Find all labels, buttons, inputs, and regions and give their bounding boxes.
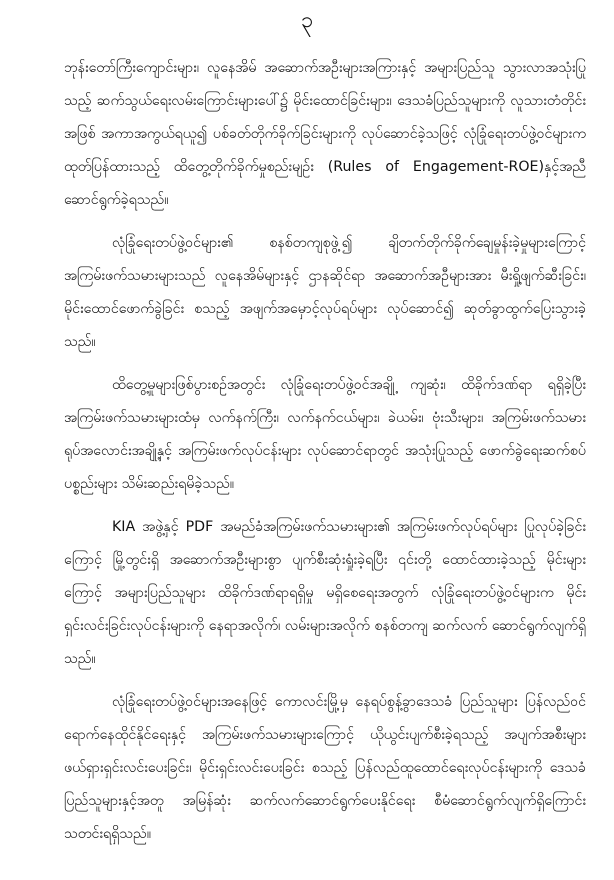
paragraph-5: လုံခြုံရေးတပ်ဖွဲ့ဝင်များအနေဖြင့် ကောလင်းမြို့မှ နေရပ်စွန့်ခွာဒေသခံ ပြည်သူများ ပြန်လည်ဝင်ရောက်နေထိုင်နိုင်ရေးနှင့် အကြမ်းဖက်သမားများကြောင့် ယိုယွင်းပျက်စီးခဲ့ရသည့် အပျက်အစီးများ ဖယ်ရှားရှင်းလင်းပေးခြင်း၊ မိုင်းရှင်းလင်းပေးခြင်း စသည့် ပြန်လည်ထူထောင်ရေးလုပ်ငန်းများကို ဒေသခံပြည်သူများနှင့်အတူ အမြန်ဆုံး ဆက်လက်ဆောင်ရွက်ပေးနိုင်ရေး စီမံဆောင်ရွက်လျက်ရှိကြောင်း သတင်းရရှိသည်။ — [64, 694, 586, 842]
paragraph-4: KIA အဖွဲ့နှင့် PDF အမည်ခံအကြမ်းဖက်သမားများ၏ အကြမ်းဖက်လုပ်ရပ်များ ပြုလုပ်ခဲ့ခြင်းကြောင့် မြို့တွင်းရှိ အဆောက်အဦးများစွာ ပျက်စီးဆုံးရှုံးခဲ့ရပြီး ၎င်းတို့ ထောင်ထားခဲ့သည့် မိုင်းများကြောင့် အများပြည်သူများ ထိခိုက်ဒဏ်ရာရရှိမှု မရှိစေရေးအတွက် လုံခြုံရေးတပ်ဖွဲ့ဝင်များက မိုင်းရှင်းလင်းခြင်းလုပ်ငန်းများကို နေရာအလိုက်၊ လမ်းများအလိုက် စနစ်တကျ ဆက်လက် ဆောင်ရွက်လျက်ရှိသည်။ — [64, 519, 586, 667]
paragraph-3: ထိတွေ့မှုများဖြစ်ပွားစဉ်အတွင်း လုံခြုံရေးတပ်ဖွဲ့ဝင်အချို့ ကျဆုံး၊ ထိခိုက်ဒဏ်ရာ ရရှိခဲ့ပြီး အကြမ်းဖက်သမားများထံမှ လက်နက်ကြီး၊ လက်နက်ငယ်များ၊ ခဲယမ်း၊ ဗုံးသီးများ၊ အကြမ်းဖက်သမား ရုပ်အလောင်းအချို့နှင့် အကြမ်းဖက်လုပ်ငန်းများ လုပ်ဆောင်ရာတွင် အသုံးပြုသည့် ဖောက်ခွဲရေးဆက်စပ်ပစ္စည်းများ သိမ်းဆည်းရမိခဲ့သည်။ — [64, 377, 586, 492]
paragraph-1: ဘုန်းတော်ကြီးကျောင်းများ၊ လူနေအိမ် အဆောက်အဦးများအကြားနှင့် အများပြည်သူ သွားလာအသုံးပြုသည့် ဆက်သွယ်ရေးလမ်းကြောင်းများပေါ်၌ မိုင်းထောင်ခြင်းများ၊ ဒေသခံပြည်သူများကို လူသားတံတိုင်းအဖြစ် အကာအကွယ်ရယူ၍ ပစ်ခတ်တိုက်ခိုက်ခြင်းများကို လုပ်ဆောင်ခဲ့သဖြင့် လုံခြုံရေးတပ်ဖွဲ့ဝင်များက ထုတ်ပြန်ထားသည့် ထိတွေ့တိုက်ခိုက်မှုစည်းမျဉ်း (Rules of Engagement-ROE)နှင့်အညီ ဆောင်ရွက်ခဲ့ရသည်။ — [64, 60, 586, 208]
page-number: ၃ — [300, 8, 314, 33]
paragraph-2: လုံခြုံရေးတပ်ဖွဲ့ဝင်များ၏ စနစ်တကျစုဖွဲ့၍ ချိတက်တိုက်ခိုက်ချေမှုန်းခဲ့မှုများကြောင့် အကြမ်းဖက်သမားများသည် လူနေအိမ်များနှင့် ဌာနဆိုင်ရာ အဆောက်အဦများအား မီးရှို့ဖျက်ဆီးခြင်း၊ မိုင်းထောင်ဖောက်ခွဲခြင်း စသည့် အဖျက်အမှောင့်လုပ်ရပ်များ လုပ်ဆောင်၍ ဆုတ်ခွာထွက်ပြေးသွားခဲ့သည်။ — [64, 235, 586, 350]
document-body — [64, 52, 586, 861]
